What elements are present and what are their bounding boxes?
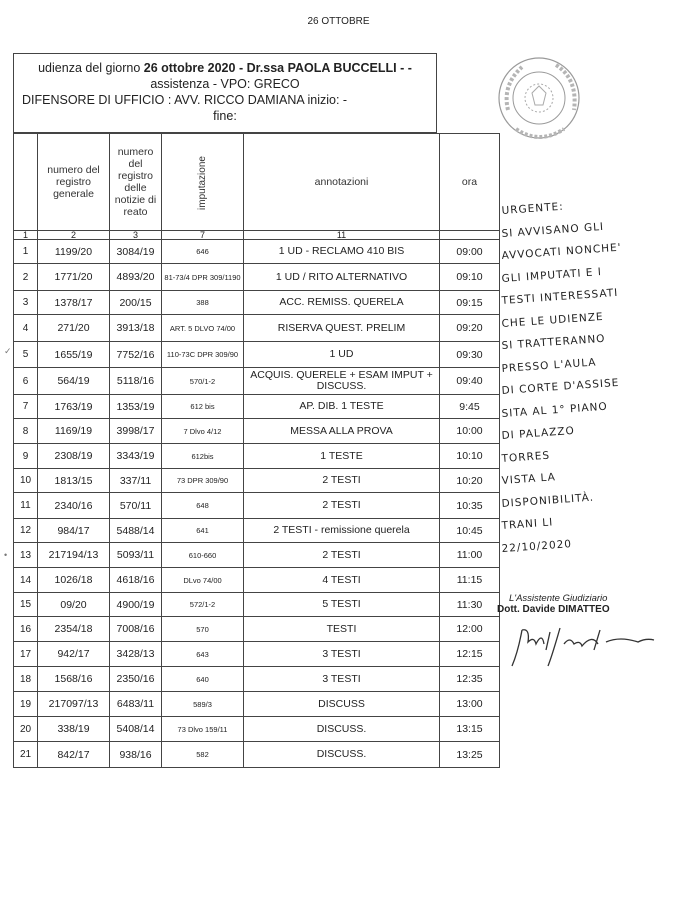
annotazione-cell: 5 TESTI <box>244 593 440 617</box>
column-number-row: 1 2 3 7 11 <box>14 231 500 240</box>
registro-generale-cell: 2340/16 <box>38 493 110 519</box>
ora-cell: 13:25 <box>440 742 500 768</box>
imputazione-cell: 610-660 <box>162 543 244 568</box>
imputazione-cell: 643 <box>162 642 244 667</box>
registro-notizie-cell: 3084/19 <box>110 240 162 264</box>
table-row <box>14 642 500 667</box>
margin-mark: ✓ <box>4 346 12 356</box>
col-ora: ora <box>440 134 500 231</box>
end-line: fine: <box>213 109 237 123</box>
registro-generale-cell: 1763/19 <box>38 395 110 419</box>
row-number-cell: 17 <box>14 642 38 667</box>
imputazione-cell: 641 <box>162 519 244 543</box>
registro-notizie-cell: 3428/13 <box>110 642 162 667</box>
table-row <box>14 617 500 642</box>
annotazione-cell: ACC. REMISS. QUERELA <box>244 291 440 315</box>
annotazione-cell: 4 TESTI <box>244 568 440 593</box>
imputazione-cell: 648 <box>162 493 244 519</box>
ora-cell: 12:15 <box>440 642 500 667</box>
registro-notizie-cell: 3343/19 <box>110 444 162 469</box>
registro-generale-cell: 1026/18 <box>38 568 110 593</box>
col-registro-notizie: numero del registro delle notizie di reato <box>110 134 162 231</box>
imputazione-cell: ART. 5 DLVO 74/00 <box>162 315 244 342</box>
registro-generale-cell: 09/20 <box>38 593 110 617</box>
ora-cell: 10:20 <box>440 469 500 493</box>
registro-notizie-cell: 7752/16 <box>110 342 162 368</box>
annotazione-cell: 3 TESTI <box>244 667 440 692</box>
registro-generale-cell: 1813/15 <box>38 469 110 493</box>
table-row <box>14 519 500 543</box>
imputazione-cell: 7 Dlvo 4/12 <box>162 419 244 444</box>
registro-generale-cell: 842/17 <box>38 742 110 768</box>
imputazione-cell: 640 <box>162 667 244 692</box>
registro-generale-cell: 984/17 <box>38 519 110 543</box>
ora-cell: 11:15 <box>440 568 500 593</box>
row-number-cell: 15 <box>14 593 38 617</box>
annotazione-cell: 3 TESTI <box>244 642 440 667</box>
ora-cell: 09:15 <box>440 291 500 315</box>
ora-cell: 09:40 <box>440 368 500 395</box>
handwritten-line: VISTA LA <box>501 471 557 487</box>
registro-notizie-cell: 4618/16 <box>110 568 162 593</box>
assistance-line: assistenza - VPO: GRECO <box>150 77 300 91</box>
annotazione-cell: 2 TESTI <box>244 543 440 568</box>
hearing-label: udienza del giorno <box>38 61 144 75</box>
registro-notizie-cell: 2350/16 <box>110 667 162 692</box>
ora-cell: 12:35 <box>440 667 500 692</box>
col-registro-generale: numero del registro generale <box>38 134 110 231</box>
handwritten-line: URGENTE: <box>501 200 565 217</box>
row-number-cell: 1 <box>14 240 38 264</box>
registro-notizie-cell: 5488/14 <box>110 519 162 543</box>
imputazione-cell: 612bis <box>162 444 244 469</box>
row-number-cell: 8 <box>14 419 38 444</box>
registro-generale-cell: 1568/16 <box>38 667 110 692</box>
annotazione-cell: 2 TESTI - remissione querela <box>244 519 440 543</box>
judge-name: - Dr.ssa PAOLA BUCCELLI - - <box>235 61 412 75</box>
annotazione-cell: ACQUIS. QUERELE + ESAM IMPUT + DISCUSS. <box>244 368 440 395</box>
court-stamp-icon <box>496 55 582 141</box>
row-number-cell: 6 <box>14 368 38 395</box>
registro-notizie-cell: 7008/16 <box>110 617 162 642</box>
signature-name: Dott. Davide DIMATTEO <box>497 604 610 615</box>
ora-cell: 10:00 <box>440 419 500 444</box>
row-number-cell: 14 <box>14 568 38 593</box>
annotazione-cell: 2 TESTI <box>244 493 440 519</box>
imputazione-cell: 612 bis <box>162 395 244 419</box>
signature-block <box>497 593 677 615</box>
registro-generale-cell: 564/19 <box>38 368 110 395</box>
registro-generale-cell: 1169/19 <box>38 419 110 444</box>
registro-generale-cell: 217194/13 <box>38 543 110 568</box>
registro-generale-cell: 338/19 <box>38 717 110 742</box>
annotazione-cell: 1 UD - RECLAMO 410 BIS <box>244 240 440 264</box>
imputazione-cell: DLvo 74/00 <box>162 568 244 593</box>
imputazione-cell: 572/1-2 <box>162 593 244 617</box>
registro-notizie-cell: 4893/20 <box>110 264 162 291</box>
row-number-cell: 21 <box>14 742 38 768</box>
handwritten-line: SI TRATTERANNO <box>501 332 606 352</box>
ora-cell: 11:30 <box>440 593 500 617</box>
registro-notizie-cell: 5408/14 <box>110 717 162 742</box>
imputazione-cell: 589/3 <box>162 692 244 717</box>
table-row <box>14 717 500 742</box>
table-row <box>14 742 500 768</box>
imputazione-cell: 570 <box>162 617 244 642</box>
row-number-cell: 11 <box>14 493 38 519</box>
handwritten-line: PRESSO L'AULA <box>501 355 597 375</box>
registro-notizie-cell: 938/16 <box>110 742 162 768</box>
page-title: 26 OTTOBRE <box>307 16 370 27</box>
registro-generale-cell: 217097/13 <box>38 692 110 717</box>
row-number-cell: 18 <box>14 667 38 692</box>
imputazione-cell: 73 Dlvo 159/11 <box>162 717 244 742</box>
table-row <box>14 568 500 593</box>
handwritten-line: TRANI LI <box>501 516 554 532</box>
registro-notizie-cell: 1353/19 <box>110 395 162 419</box>
ora-cell: 09:00 <box>440 240 500 264</box>
row-number-cell: 12 <box>14 519 38 543</box>
table-row <box>14 593 500 617</box>
registro-notizie-cell: 5118/16 <box>110 368 162 395</box>
table-row <box>14 315 500 342</box>
table-row <box>14 240 500 264</box>
ora-cell: 11:00 <box>440 543 500 568</box>
handwritten-line: AVVOCATI NONCHE' <box>501 241 622 262</box>
imputazione-cell: 73 DPR 309/90 <box>162 469 244 493</box>
ora-cell: 10:10 <box>440 444 500 469</box>
col-annotazioni: annotazioni <box>244 134 440 231</box>
table-row <box>14 395 500 419</box>
ora-cell: 09:20 <box>440 315 500 342</box>
ora-cell: 12:00 <box>440 617 500 642</box>
row-number-cell: 16 <box>14 617 38 642</box>
registro-notizie-cell: 3913/18 <box>110 315 162 342</box>
table-row <box>14 493 500 519</box>
handwritten-line: 22/10/2020 <box>501 537 573 555</box>
ora-cell: 10:45 <box>440 519 500 543</box>
col-imputazione: imputazione <box>162 134 244 231</box>
imputazione-cell: 81-73/4 DPR 309/1190 <box>162 264 244 291</box>
handwritten-line: GLI IMPUTATI E I <box>501 265 603 285</box>
annotazione-cell: AP. DIB. 1 TESTE <box>244 395 440 419</box>
handwritten-line: SI AVVISANO GLI <box>501 220 605 240</box>
row-number-cell: 10 <box>14 469 38 493</box>
annotazione-cell: DISCUSS <box>244 692 440 717</box>
registro-generale-cell: 1655/19 <box>38 342 110 368</box>
ora-cell: 09:10 <box>440 264 500 291</box>
row-number-cell: 13 <box>14 543 38 568</box>
annotazione-cell: 1 UD / RITO ALTERNATIVO <box>244 264 440 291</box>
margin-dot: • <box>4 550 8 560</box>
table-row <box>14 368 500 395</box>
table-row <box>14 342 500 368</box>
registro-notizie-cell: 337/11 <box>110 469 162 493</box>
handwritten-note <box>501 200 677 565</box>
table-row <box>14 264 500 291</box>
annotazione-cell: 2 TESTI <box>244 469 440 493</box>
row-number-cell: 4 <box>14 315 38 342</box>
table-row <box>14 469 500 493</box>
ora-cell: 13:15 <box>440 717 500 742</box>
defender-line: DIFENSORE DI UFFICIO : AVV. RICCO DAMIANA inizio: - <box>22 93 348 107</box>
annotazione-cell: DISCUSS. <box>244 742 440 768</box>
table-row <box>14 419 500 444</box>
table-row <box>14 667 500 692</box>
annotazione-cell: MESSA ALLA PROVA <box>244 419 440 444</box>
row-number-cell: 20 <box>14 717 38 742</box>
hearing-date-line <box>14 60 436 76</box>
registro-notizie-cell: 6483/11 <box>110 692 162 717</box>
annotazione-cell: RISERVA QUEST. PRELIM <box>244 315 440 342</box>
imputazione-cell: 110-73C DPR 309/90 <box>162 342 244 368</box>
row-number-cell: 19 <box>14 692 38 717</box>
registro-notizie-cell: 5093/11 <box>110 543 162 568</box>
row-number-cell: 5 <box>14 342 38 368</box>
table-row <box>14 444 500 469</box>
ora-cell: 10:35 <box>440 493 500 519</box>
handwritten-line: SITA AL 1° PIANO <box>501 400 609 420</box>
table-row <box>14 692 500 717</box>
signature-role: L'Assistente Giudiziario <box>509 593 608 604</box>
imputazione-cell: 388 <box>162 291 244 315</box>
row-number-cell: 7 <box>14 395 38 419</box>
registro-generale-cell: 1199/20 <box>38 240 110 264</box>
registro-generale-cell: 271/20 <box>38 315 110 342</box>
handwritten-line: CHE LE UDIENZE <box>501 310 605 330</box>
imputazione-cell: 582 <box>162 742 244 768</box>
annotazione-cell: DISCUSS. <box>244 717 440 742</box>
registro-generale-cell: 2354/18 <box>38 617 110 642</box>
registro-generale-cell: 1378/17 <box>38 291 110 315</box>
annotazione-cell: 1 UD <box>244 342 440 368</box>
handwritten-line: DISPONIBILITÀ. <box>501 491 595 510</box>
imputazione-cell: 570/1-2 <box>162 368 244 395</box>
hearing-header <box>13 53 437 133</box>
handwritten-signature-icon <box>508 622 658 672</box>
registro-generale-cell: 1771/20 <box>38 264 110 291</box>
handwritten-line: TORRES <box>501 449 551 465</box>
annotazione-cell: 1 TESTE <box>244 444 440 469</box>
ora-cell: 13:00 <box>440 692 500 717</box>
annotazione-cell: TESTI <box>244 617 440 642</box>
row-number-cell: 9 <box>14 444 38 469</box>
handwritten-line: DI CORTE D'ASSISE <box>501 376 620 397</box>
registro-generale-cell: 2308/19 <box>38 444 110 469</box>
registro-generale-cell: 942/17 <box>38 642 110 667</box>
imputazione-cell: 646 <box>162 240 244 264</box>
row-number-cell: 2 <box>14 264 38 291</box>
ora-cell: 09:30 <box>440 342 500 368</box>
registro-notizie-cell: 570/11 <box>110 493 162 519</box>
registro-notizie-cell: 3998/17 <box>110 419 162 444</box>
hearing-table <box>13 133 500 768</box>
registro-notizie-cell: 200/15 <box>110 291 162 315</box>
table-row <box>14 291 500 315</box>
hearing-date: 26 ottobre 2020 <box>143 61 236 75</box>
registro-notizie-cell: 4900/19 <box>110 593 162 617</box>
ora-cell: 9:45 <box>440 395 500 419</box>
table-header-row <box>14 134 500 231</box>
handwritten-line: TESTI INTERESSATI <box>501 286 619 307</box>
handwritten-line: DI PALAZZO <box>501 424 576 442</box>
table-row <box>14 543 500 568</box>
row-number-cell: 3 <box>14 291 38 315</box>
